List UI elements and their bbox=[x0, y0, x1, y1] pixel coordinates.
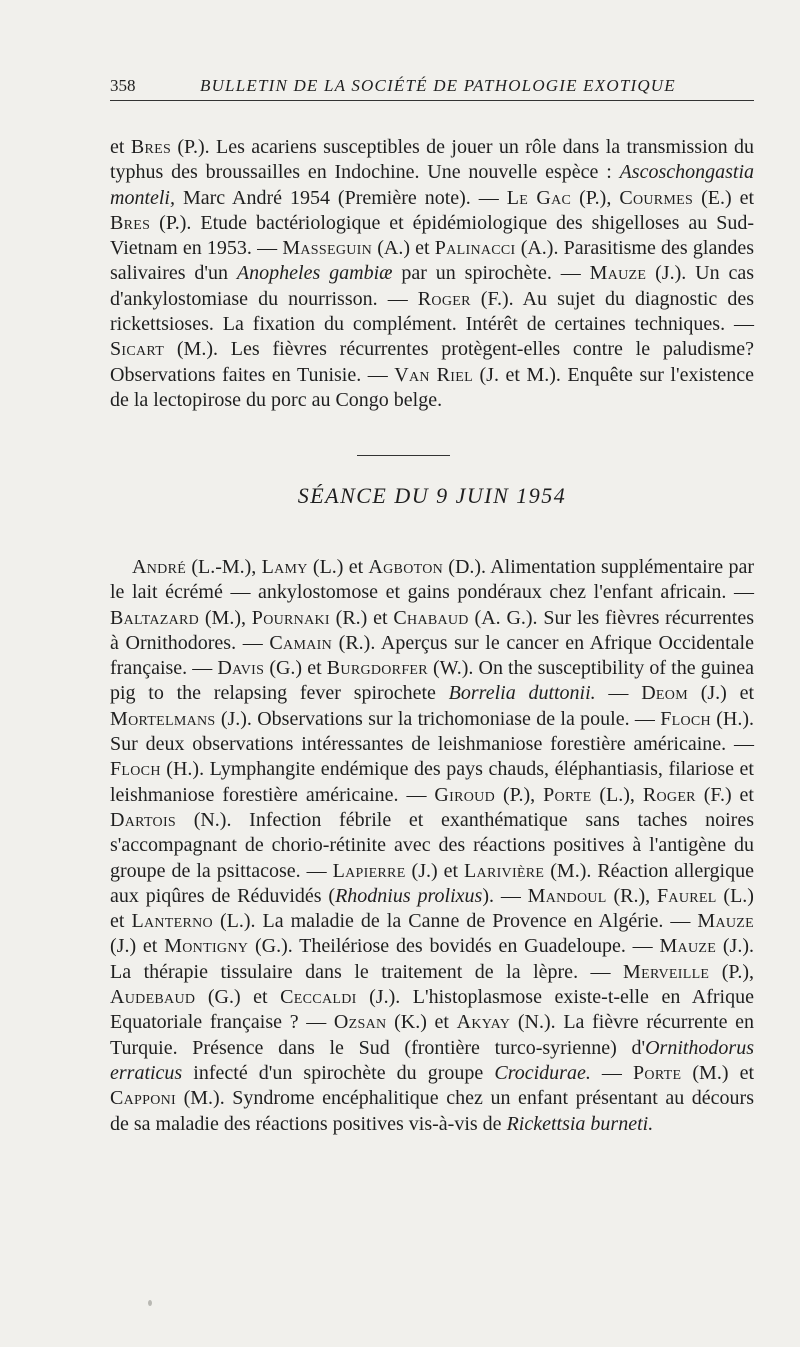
text-run: par un spirochète. — bbox=[392, 262, 590, 285]
author-name: Palinacci bbox=[434, 237, 516, 260]
author-name: Mauze bbox=[589, 262, 647, 285]
author-name: Chabaud bbox=[393, 606, 469, 629]
paragraph-session-list bbox=[110, 555, 754, 1137]
text-run: (L.-M.), bbox=[186, 556, 262, 578]
author-name: Bres bbox=[110, 211, 151, 234]
author-name: Giroud bbox=[434, 783, 495, 806]
text-run: (G.). Theilériose des bovidés en Guadeloupe. — bbox=[248, 935, 660, 958]
text-run: (J.) et bbox=[405, 859, 465, 882]
text-run: (P.), bbox=[709, 960, 754, 983]
text-run: (A.) et bbox=[372, 237, 435, 260]
text-run: (L.) et bbox=[110, 884, 754, 933]
text-run: (L.), bbox=[591, 783, 643, 806]
author-name: Lamy bbox=[261, 556, 308, 578]
text-run: (R.) et bbox=[329, 606, 394, 629]
author-name: Porte bbox=[543, 783, 592, 806]
author-name: Ceccaldi bbox=[280, 986, 357, 1009]
text-run: (J.). Observations sur la trichomoniase de la poule. — bbox=[215, 707, 661, 730]
author-name: Baltazard bbox=[110, 606, 200, 629]
text-run: (F.). Au sujet du diagnostic des rickettsioses. La fixation du complément. Intérêt de certaines techniques. — bbox=[110, 287, 754, 336]
text-run: (L.). La maladie de la Canne de Provence en Algérie. — bbox=[212, 910, 698, 933]
author-name: Larivière bbox=[464, 859, 545, 882]
author-name: Floch bbox=[110, 758, 161, 781]
author-name: Akyay bbox=[456, 1011, 511, 1034]
text-run: (M.), bbox=[199, 606, 252, 629]
header-rule bbox=[110, 100, 754, 101]
text-run: ). — bbox=[482, 884, 528, 907]
text-run: (P.). Etude bactériologique et épidémiologique des shigelloses au Sud-Vietnam en 1953. — bbox=[110, 211, 754, 260]
author-name: Dartois bbox=[110, 808, 177, 831]
author-name: Le Gac bbox=[506, 186, 572, 209]
author-name: Burgdorfer bbox=[326, 657, 428, 680]
text-run: (J.). L'histoplasmose existe-t-elle en Afrique Equatoriale française ? — bbox=[110, 986, 754, 1034]
species-name: Crocidurae. bbox=[494, 1061, 591, 1084]
author-name: Pournaki bbox=[251, 606, 330, 629]
author-name: Audebaud bbox=[110, 986, 196, 1009]
author-name: Bres bbox=[130, 136, 172, 158]
author-name: Faurel bbox=[657, 884, 717, 907]
author-name: Floch bbox=[660, 707, 711, 730]
text-run: (W.). On the susceptibility of the guinea pig to the relapsing fever spirochete bbox=[110, 657, 755, 705]
text-run: (J.) et bbox=[110, 935, 165, 958]
text-run: (P.), bbox=[571, 186, 620, 209]
text-run: (H.). Lymphangite endémique des pays chauds, éléphantiasis, filariose et leishmaniose forestière américaine. — bbox=[110, 758, 754, 806]
author-name: André bbox=[132, 556, 187, 578]
species-name: Anopheles gambiæ bbox=[236, 262, 393, 285]
text-run: Marc André 1954 (Première note). — bbox=[175, 186, 507, 209]
text-run: — bbox=[595, 682, 642, 705]
text-run: (N.). Infection fébrile et exanthématique sans taches noires s'accompagnant de chorio-rétinite avec des réactions positives à l'antigène du groupe de la psittacose. — bbox=[110, 808, 754, 882]
text-run: et bbox=[110, 136, 131, 158]
text-run: (F.) et bbox=[695, 783, 754, 806]
author-name: Van Riel bbox=[394, 363, 473, 386]
text-run: (R.), bbox=[606, 884, 657, 907]
author-name: Davis bbox=[217, 657, 265, 680]
text-run: (M.). Syndrome encéphalitique chez un enfant présentant au décours de sa maladie des réactions positives vis-à-vis de bbox=[110, 1087, 754, 1135]
species-name: Ascoschongastia monteli, bbox=[110, 161, 754, 209]
text-run: (G.) et bbox=[264, 657, 327, 680]
text-run: — bbox=[590, 1061, 633, 1084]
author-name: Lapierre bbox=[332, 859, 406, 882]
author-name: Montigny bbox=[164, 935, 249, 958]
species-name: Rhodnius prolixus bbox=[335, 884, 483, 907]
author-name: Lanterno bbox=[131, 910, 213, 933]
author-name: Mauze bbox=[697, 910, 755, 933]
author-name: Agboton bbox=[368, 556, 444, 578]
text-run: (N.). La fièvre récurrente en Turquie. Présence dans le Sud (frontière turco-syrienne) d' bbox=[110, 1011, 754, 1059]
text-run: (A.). Parasitisme des glandes salivaires d'un bbox=[110, 237, 754, 285]
paper-speck bbox=[148, 1300, 152, 1306]
running-title: BULLETIN DE LA SOCIÉTÉ DE PATHOLOGIE EXOTIQUE bbox=[200, 76, 676, 95]
author-name: Mandoul bbox=[527, 884, 607, 907]
species-name: Ornithodorus erraticus bbox=[110, 1036, 754, 1084]
species-name: Rickettsia burneti. bbox=[506, 1112, 654, 1135]
author-name: Deom bbox=[641, 682, 688, 705]
author-name: Mauze bbox=[659, 935, 717, 958]
section-divider bbox=[357, 455, 450, 456]
author-name: Masseguin bbox=[282, 237, 373, 260]
text-run: (J.) et bbox=[687, 682, 754, 705]
text-run: (M.) et bbox=[681, 1061, 754, 1084]
author-name: Capponi bbox=[110, 1087, 177, 1110]
author-name: Sicart bbox=[110, 338, 165, 361]
text-run: (J.). Un cas d'ankylostomiase du nourrisson. — bbox=[110, 262, 754, 310]
text-run: (H.). Sur deux observations intéressantes de leishmaniose forestière américaine. — bbox=[110, 707, 755, 756]
author-name: Courmes bbox=[619, 186, 694, 209]
author-name: Ozsan bbox=[333, 1011, 387, 1034]
section-title: SÉANCE DU 9 JUIN 1954 bbox=[297, 483, 567, 508]
page-number: 358 bbox=[110, 76, 136, 95]
text-run: (R.). Aperçus sur le cancer en Afrique Occidentale française. — bbox=[110, 631, 754, 680]
text-run: infecté d'un spirochète du groupe bbox=[182, 1061, 495, 1084]
author-name: Roger bbox=[642, 783, 696, 806]
species-name: Borrelia duttonii. bbox=[448, 682, 596, 705]
text-run: (M.). Réaction allergique aux piqûres de Réduvidés ( bbox=[110, 859, 754, 907]
author-name: Porte bbox=[632, 1061, 682, 1084]
text-run: (P.), bbox=[495, 783, 544, 806]
text-run: (L.) et bbox=[307, 556, 369, 578]
text-run: (J.). La thérapie tissulaire dans le traitement de la lèpre. — bbox=[110, 935, 755, 983]
author-name: Merveille bbox=[623, 960, 710, 983]
text-run: (K.) et bbox=[386, 1011, 457, 1034]
text-run: (J. et M.). Enquête sur l'existence de la lectopirose du porc au Congo belge. bbox=[110, 363, 754, 411]
author-name: Mortelmans bbox=[110, 707, 216, 730]
author-name: Camain bbox=[269, 631, 332, 654]
text-run: (A. G.). Sur les fièvres récurrentes à Ornithodores. — bbox=[110, 606, 755, 654]
text-run: (G.) et bbox=[195, 986, 281, 1009]
text-run: (E.) et bbox=[693, 186, 754, 209]
text-run: (P.). Les acariens susceptibles de jouer un rôle dans la transmission du typhus des broussailles en Indochine. Une nouvelle espèce : bbox=[110, 136, 754, 184]
paragraph-previous-session-list bbox=[110, 135, 754, 413]
text-run: (M.). Les fièvres récurrentes protègent-elles contre le paludisme? Observations faites en Tunisie. — bbox=[110, 338, 754, 386]
text-run: (D.). Alimentation supplémentaire par le lait écrémé — ankylostomose et gains pondéraux chez l'enfant africain. — bbox=[110, 556, 754, 604]
author-name: Roger bbox=[417, 287, 471, 310]
